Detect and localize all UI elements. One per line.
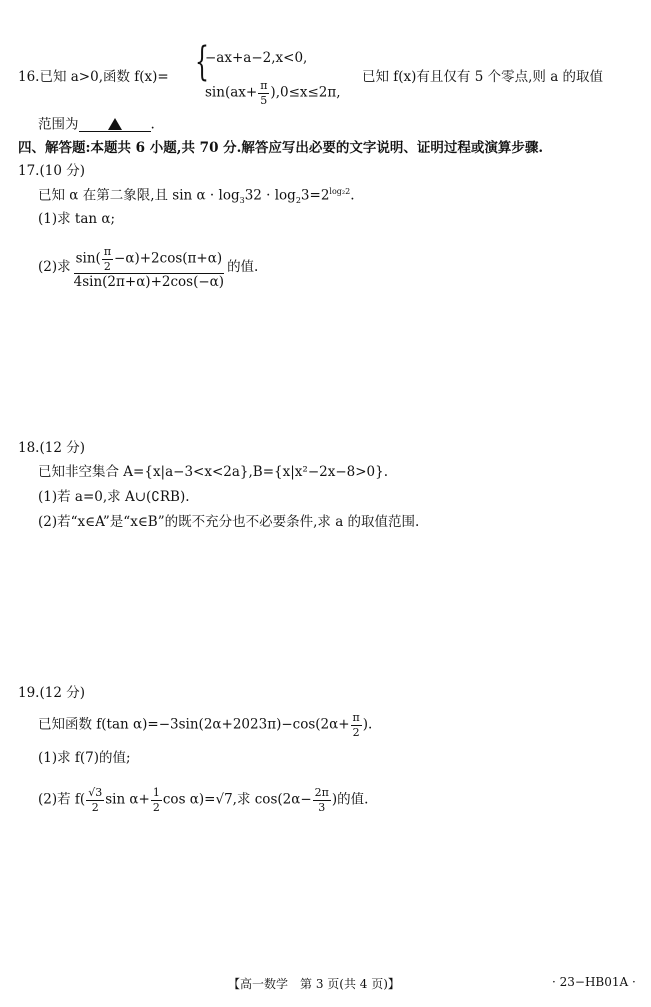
q19-two2: 2 — [152, 800, 160, 814]
q19-2pi-over-3 — [313, 787, 331, 813]
q17-head: 17.(10 分) — [18, 163, 85, 179]
q16-case2-pre: sin(ax+ — [205, 84, 258, 101]
q17-p2-post: 的值. — [227, 259, 259, 276]
q19-pi-over-2 — [351, 712, 362, 738]
q16-case1: −ax+a−2,x<0, — [205, 50, 308, 66]
q16-line2 — [38, 117, 155, 132]
q19-p2-c: cos α)=√7,求 cos(2α− — [162, 791, 312, 808]
q17-part1: (1)求 tan α; — [38, 211, 116, 227]
q19-p2-a: (2)若 f( — [38, 791, 86, 808]
q16-piecewise-brace: { — [195, 39, 209, 85]
page-footer-center: 【高一数学 第 3 页(共 4 页)】 — [228, 977, 400, 991]
q19-stem — [38, 712, 372, 738]
q17-pi: π — [103, 245, 112, 258]
q19-one: 1 — [152, 786, 160, 799]
q17-sup: log₂2 — [329, 187, 351, 196]
q17-two: 2 — [103, 259, 111, 273]
page-footer-code: · 23−HB01A · — [552, 975, 636, 989]
q19-two: 2 — [352, 725, 360, 739]
q16-frac-num: π — [260, 79, 268, 92]
q19-sqrt3-over-2 — [86, 787, 104, 813]
q19-pi: π — [352, 711, 360, 724]
q19-p2-d: )的值. — [331, 791, 369, 808]
q17-stem-mid2: 3=2 — [300, 187, 330, 204]
q16-frac-den: 5 — [260, 93, 268, 107]
q17-p2-pre: (2)求 — [38, 259, 71, 276]
q19-sqrt3: √3 — [88, 786, 103, 799]
q17-stem-mid1: 32 · log — [244, 187, 296, 204]
q16-trail: 已知 f(x)有且仅有 5 个零点,则 a 的取值 — [362, 69, 604, 85]
q17-num-a: sin( — [75, 250, 101, 267]
q17-big-fraction — [72, 246, 226, 289]
q16-pi-over-5 — [258, 80, 269, 106]
q16-range-label: 范围为 — [38, 116, 79, 133]
q19-three: 3 — [318, 800, 326, 814]
q16-answer-blank — [79, 117, 151, 132]
q18-stem: 已知非空集合 A={x|a−3<x<2a},B={x|x²−2x−8>0}. — [38, 464, 389, 480]
q18-head: 18.(12 分) — [18, 440, 85, 456]
q17-stem-pre: 已知 α 在第二象限,且 sin α · log — [38, 187, 240, 204]
q17-sub3: 3 — [239, 196, 245, 206]
q17-sub2: 2 — [295, 196, 301, 206]
q16-period: . — [150, 116, 155, 133]
q19-two-pi: 2π — [314, 786, 329, 799]
q17-stem-end: . — [350, 187, 355, 204]
q19-part2 — [38, 787, 368, 813]
q17-denominator: 4sin(2π+α)+2cos(−α) — [73, 274, 225, 291]
q17-pi-over-2 — [102, 246, 113, 272]
triangle-icon — [108, 118, 122, 130]
q17-num-b: −α)+2cos(π+α) — [114, 250, 223, 267]
q16-lead: 16.已知 a>0,函数 f(x)= — [18, 69, 169, 85]
q19-part1: (1)求 f(7)的值; — [38, 750, 131, 766]
q19-stem-pre: 已知函数 f(tan α)=−3sin(2α+2023π)−cos(2α+ — [38, 716, 350, 733]
q16-case2-post: ),0≤x≤2π, — [270, 84, 341, 101]
q19-stem-end: ). — [362, 716, 373, 733]
q19-one-over-2 — [151, 787, 162, 813]
q17-part2 — [38, 246, 258, 289]
q17-stem — [38, 188, 355, 205]
q19-head: 19.(12 分) — [18, 685, 85, 701]
q17-numerator — [74, 246, 225, 274]
section4-heading: 四、解答题:本题共 6 小题,共 70 分.解答应写出必要的文字说明、证明过程或演算步骤. — [18, 140, 544, 156]
q19-two1: 2 — [91, 800, 99, 814]
q16-case2 — [205, 80, 341, 106]
q19-p2-b: sin α+ — [105, 791, 150, 808]
q18-part2: (2)若“x∈A”是“x∈B”的既不充分也不必要条件,求 a 的取值范围. — [38, 514, 420, 530]
q18-part1: (1)若 a=0,求 A∪(∁RB). — [38, 489, 190, 505]
